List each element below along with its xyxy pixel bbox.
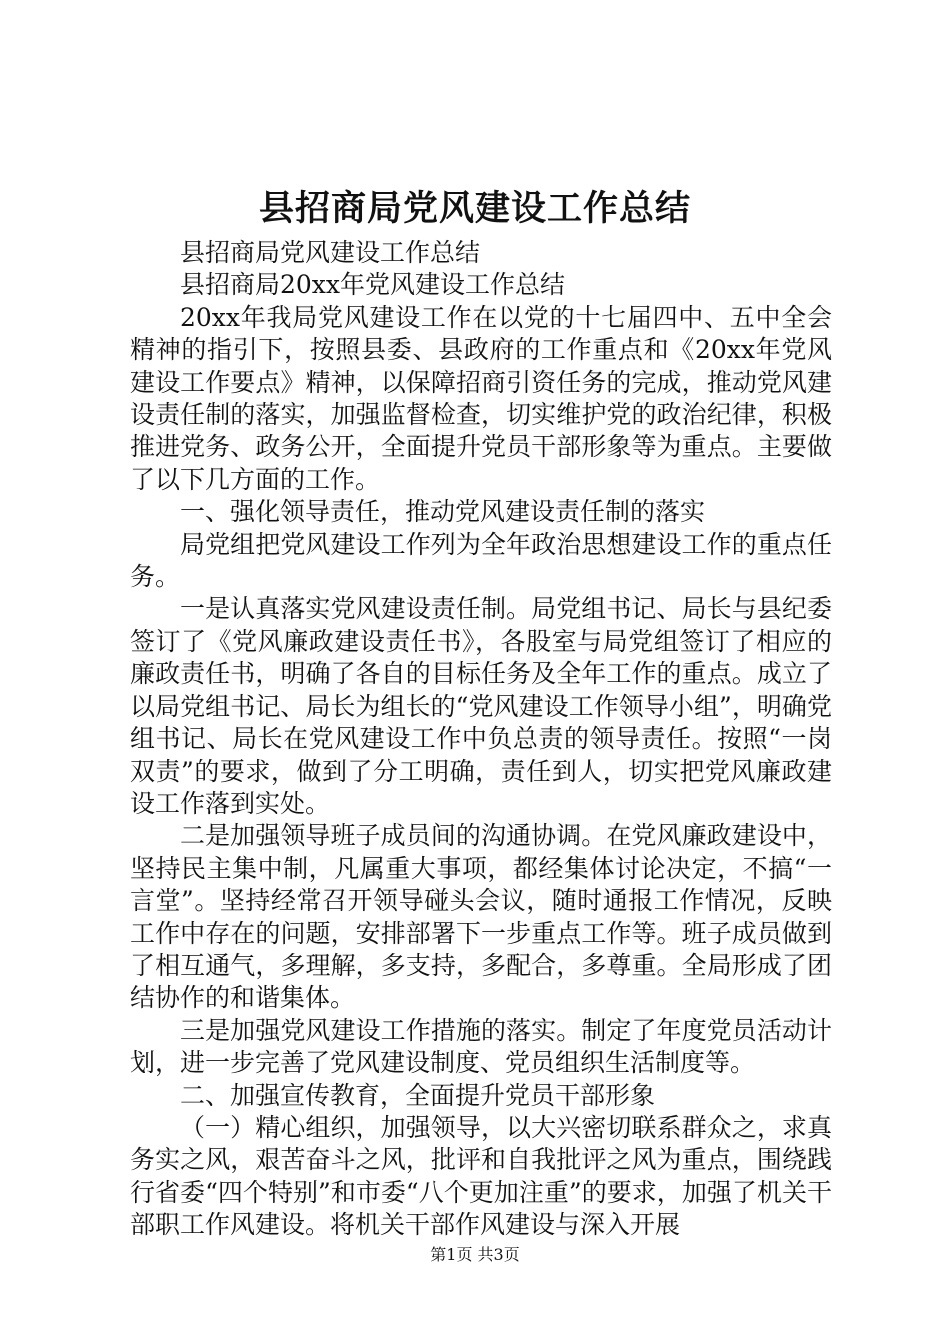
paragraph: 一是认真落实党风建设责任制。局党组书记、局长与县纪委签订了《党风廉政建设责任书》，各股室与局党组签订了相应的廉政责任书，明确了各自的目标任务及全年工作的重点。成立了以局党组书记、局长为组长的“党风建设工作领导小组”，明确党组书记、局长在党风建设工作中负总责的领导责任。按照“一岗双责”的要求，做到了分工明确，责任到人，切实把党风廉政建设工作落到实处。 <box>130 594 832 818</box>
document-title: 县招商局党风建设工作总结 <box>258 188 691 229</box>
section-heading: 二、加强宣传教育，全面提升党员干部形象 <box>180 1080 656 1110</box>
paragraph: 县招商局党风建设工作总结 <box>180 238 481 267</box>
paragraph: 局党组把党风建设工作列为全年政治思想建设工作的重点任务。 <box>130 529 832 592</box>
section-heading: 一、强化领导责任，推动党风建设责任制的落实 <box>180 497 706 527</box>
page-number-footer: 第1页 共3页 <box>430 1245 520 1264</box>
paragraph: 20xx年我局党风建设工作在以党的十七届四中、五中全会精神的指引下，按照县委、县政府的工作重点和《20xx年党风建设工作要点》精神，以保障招商引资任务的完成，推动党风建设责任制的落实，加强监督检查，切实维护党的政治纪律，积极推进党务、政务公开，全面提升党员干部形象等为重点。主要做了以下几方面的工作。 <box>130 302 832 494</box>
paragraph: 三是加强党风建设工作措施的落实。制定了年度党员活动计划，进一步完善了党风建设制度、党员组织生活制度等。 <box>130 1015 832 1078</box>
paragraph: 县招商局20xx年党风建设工作总结 <box>180 270 566 300</box>
paragraph: 二是加强领导班子成员间的沟通协调。在党风廉政建设中，坚持民主集中制，凡属重大事项，都经集体讨论决定，不搞“一言堂”。坚持经常召开领导碰头会议，随时通报工作情况，反映工作中存在的问题，安排部署下一步重点工作等。班子成员做到了相互通气，多理解，多支持，多配合，多尊重。全局形成了团结协作的和谐集体。 <box>130 821 832 1013</box>
document-body <box>130 237 832 1242</box>
paragraph: （一）精心组织，加强领导，以大兴密切联系群众之，求真务实之风，艰苦奋斗之风，批评和自我批评之风为重点，围绕践行省委“四个特别”和市委“八个更加注重”的要求，加强了机关干部职工作风建设。将机关干部作风建设与深入开展 <box>130 1112 832 1240</box>
